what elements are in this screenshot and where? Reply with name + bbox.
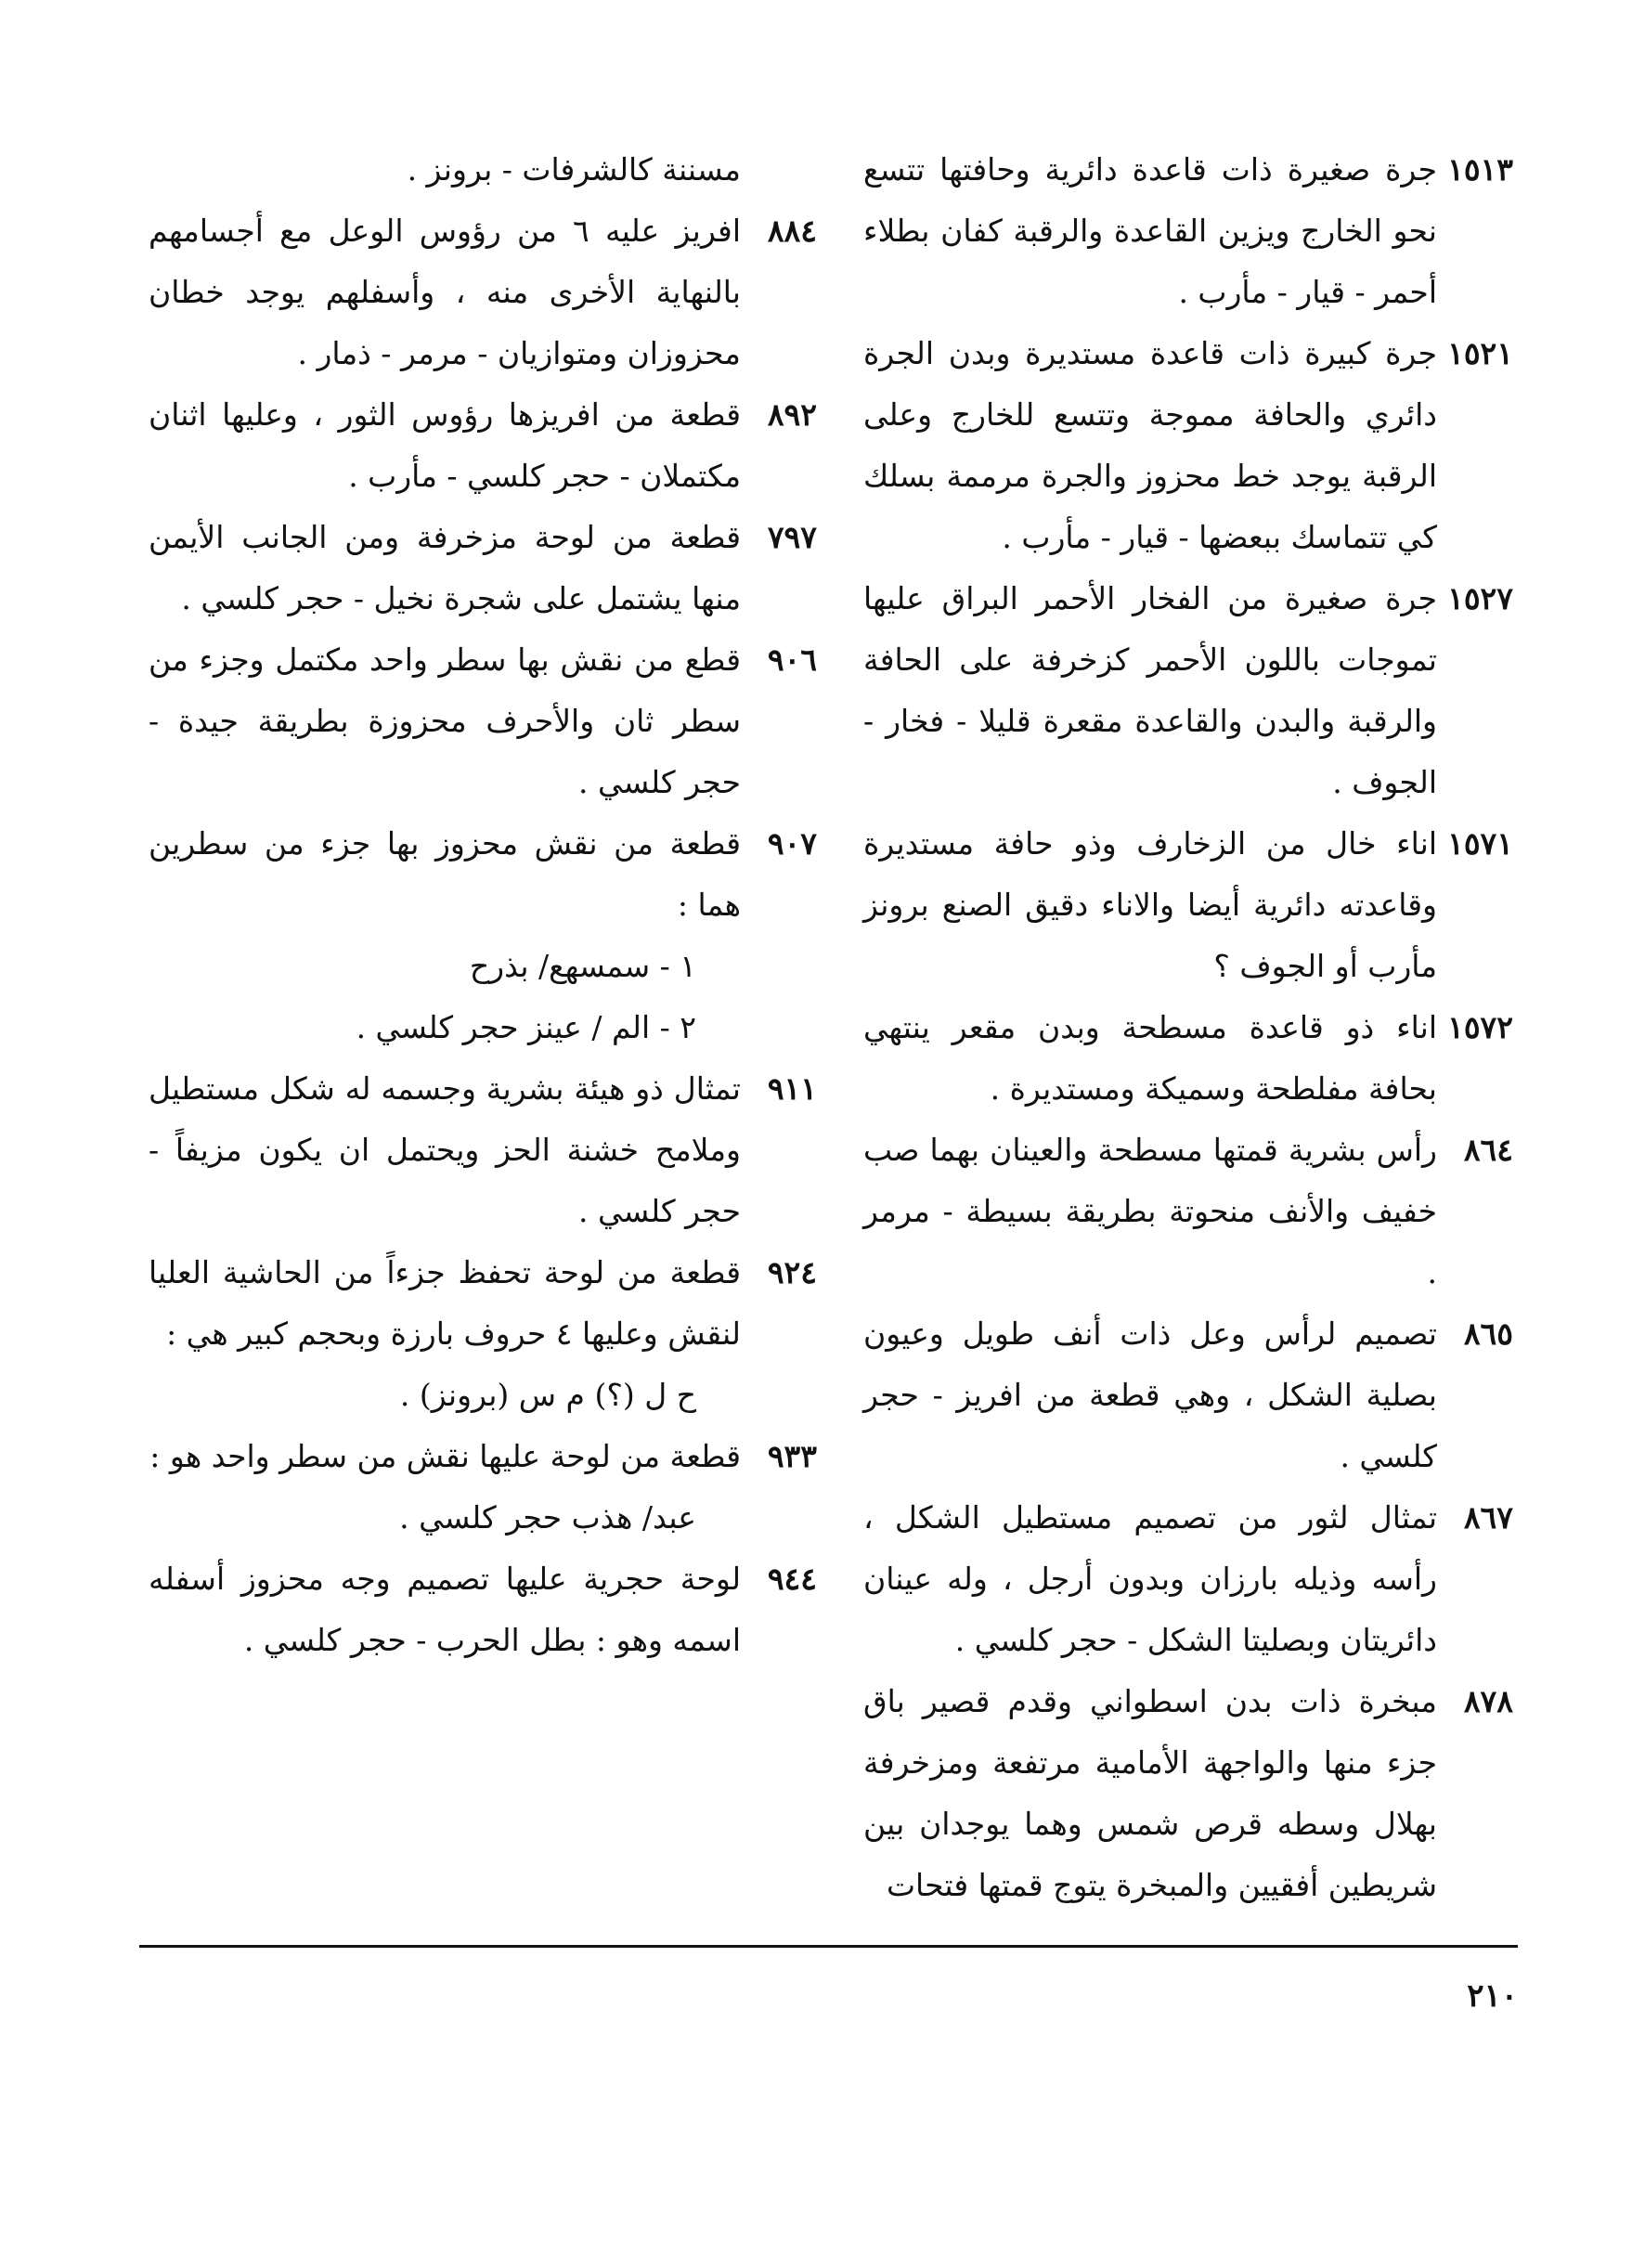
catalog-entry xyxy=(149,813,817,936)
catalog-entry xyxy=(149,1426,817,1487)
entry-number: ٩٤٤ xyxy=(767,1561,817,1597)
entry-number: ١٥٧٢ xyxy=(1447,1009,1513,1045)
entry-number: ١٥٢١ xyxy=(1447,335,1513,371)
entry-text: جرة كبيرة ذات قاعدة مستديرة وبدن الجرة دائري والحافة مموجة وتتسع للخارج وعلى الرقبة يوجد خط محزوز والجرة مرممة بسلك كي تتماسك ببعضها - قيار - مأرب . xyxy=(863,335,1437,555)
inscription-line: ح ل (؟) م س (برونز) . xyxy=(399,1377,696,1413)
entry-number: ٨٦٧ xyxy=(1463,1499,1513,1536)
inscription-line: ١ - سمسهع/ بذرح xyxy=(469,948,696,984)
catalog-entry xyxy=(863,1120,1513,1303)
entry-text: اناء خال من الزخارف وذو حافة مستديرة وقاعدته دائرية أيضا والاناء دقيق الصنع برونز مأرب أو الجوف ؟ xyxy=(863,825,1437,984)
entry-text: قطع من نقش بها سطر واحد مكتمل وجزء من سطر ثان والأحرف محزوزة بطريقة جيدة - حجر كلسي . xyxy=(149,642,741,800)
catalog-entry xyxy=(149,629,817,813)
entry-number: ٩٠٧ xyxy=(767,825,817,862)
entry-number: ٨٦٥ xyxy=(1463,1315,1513,1352)
catalog-entry xyxy=(863,568,1513,813)
catalog-entry xyxy=(149,201,817,384)
entry-text: قطعة من لوحة مزخرفة ومن الجانب الأيمن منها يشتمل على شجرة نخيل - حجر كلسي . xyxy=(149,519,741,616)
catalog-entry xyxy=(863,1671,1513,1916)
entry-text: لوحة حجرية عليها تصميم وجه محزوز أسفله اسمه وهو : بطل الحرب - حجر كلسي . xyxy=(149,1561,741,1658)
inscription-line: عبد/ هذب حجر كلسي . xyxy=(399,1499,696,1536)
catalog-entry xyxy=(863,139,1513,323)
entry-number: ٨٨٤ xyxy=(767,213,817,249)
entry-text: افريز عليه ٦ من رؤوس الوعل مع أجسامهم بالنهاية الأخرى منه ، وأسفلهم يوجد خطان محزوزان ومتوازيان - مرمر - ذمار . xyxy=(149,213,741,371)
entry-number: ٩٠٦ xyxy=(767,642,817,678)
entry-text: جرة صغيرة ذات قاعدة دائرية وحافتها تتسع نحو الخارج ويزين القاعدة والرقبة كفان بطلاء أحمر - قيار - مأرب . xyxy=(863,151,1437,310)
entry-text: مبخرة ذات بدن اسطواني وقدم قصير باق جزء منها والواجهة الأمامية مرتفعة ومزخرفة بهلال وسطه قرص شمس وهما يوجدان بين شريطين أفقيين والمبخرة يتوج قمتها فتحات xyxy=(863,1683,1437,1903)
catalog-entry xyxy=(149,384,817,507)
entry-text: تمثال لثور من تصميم مستطيل الشكل ، رأسه وذيله بارزان وبدون أرجل ، وله عينان دائريتان وبصليتا الشكل - حجر كلسي . xyxy=(863,1499,1437,1658)
page-number: ٢١٠ xyxy=(1467,1977,1518,2015)
entry-text: رأس بشرية قمتها مسطحة والعينان بهما صب خفيف والأنف منحوتة بطريقة بسيطة - مرمر . xyxy=(863,1132,1437,1290)
entry-text: قطعة من لوحة عليها نقش من سطر واحد هو : xyxy=(149,1438,741,1474)
catalog-entry xyxy=(149,1058,817,1242)
catalog-entry xyxy=(863,1303,1513,1487)
entry-number: ٨٧٨ xyxy=(1463,1683,1513,1719)
catalog-entry xyxy=(863,997,1513,1120)
left-column xyxy=(149,139,817,1671)
entry-text: اناء ذو قاعدة مسطحة وبدن مقعر ينتهي بحافة مفلطحة وسميكة ومستديرة . xyxy=(863,1009,1437,1107)
entry-text: جرة صغيرة من الفخار الأحمر البراق عليها تموجات باللون الأحمر كزخرفة على الحافة والرقبة والبدن والقاعدة مقعرة قليلا - فخار - الجوف . xyxy=(863,580,1437,800)
entry-number: ١٥٧١ xyxy=(1447,825,1513,862)
catalog-entry xyxy=(149,1549,817,1671)
entry-number: ٩٣٣ xyxy=(767,1438,817,1474)
continued-text: مسننة كالشرفات - برونز . xyxy=(407,151,741,188)
entry-number: ٩٢٤ xyxy=(767,1254,817,1290)
entry-number: ١٥٢٧ xyxy=(1447,580,1513,616)
catalog-entry xyxy=(149,1242,817,1365)
entry-number: ٨٩٢ xyxy=(767,396,817,433)
entry-text: قطعة من نقش محزوز بها جزء من سطرين هما : xyxy=(149,825,741,923)
catalog-entry xyxy=(863,813,1513,997)
inscription-line: ٢ - الم / عينز حجر كلسي . xyxy=(356,1009,696,1045)
catalog-entry xyxy=(863,1487,1513,1671)
entry-number: ١٥١٣ xyxy=(1447,151,1513,188)
catalog-entry xyxy=(863,323,1513,568)
entry-number: ٧٩٧ xyxy=(767,519,817,555)
footer-rule xyxy=(139,1945,1518,1948)
entry-text: قطعة من افريزها رؤوس الثور ، وعليها اثنان مكتملان - حجر كلسي - مأرب . xyxy=(149,396,741,494)
entry-number: ٨٦٤ xyxy=(1463,1132,1513,1168)
entry-text: قطعة من لوحة تحفظ جزءاً من الحاشية العليا لنقش وعليها ٤ حروف بارزة وبحجم كبير هي : xyxy=(149,1254,741,1352)
entry-number: ٩١١ xyxy=(767,1070,817,1107)
right-column xyxy=(863,139,1513,1916)
entry-text: تصميم لرأس وعل ذات أنف طويل وعيون بصلية الشكل ، وهي قطعة من افريز - حجر كلسي . xyxy=(863,1315,1437,1474)
catalog-entry xyxy=(149,507,817,629)
entry-text: تمثال ذو هيئة بشرية وجسمه له شكل مستطيل وملامح خشنة الحز ويحتمل ان يكون مزيفاً - حجر كلسي . xyxy=(149,1070,741,1229)
